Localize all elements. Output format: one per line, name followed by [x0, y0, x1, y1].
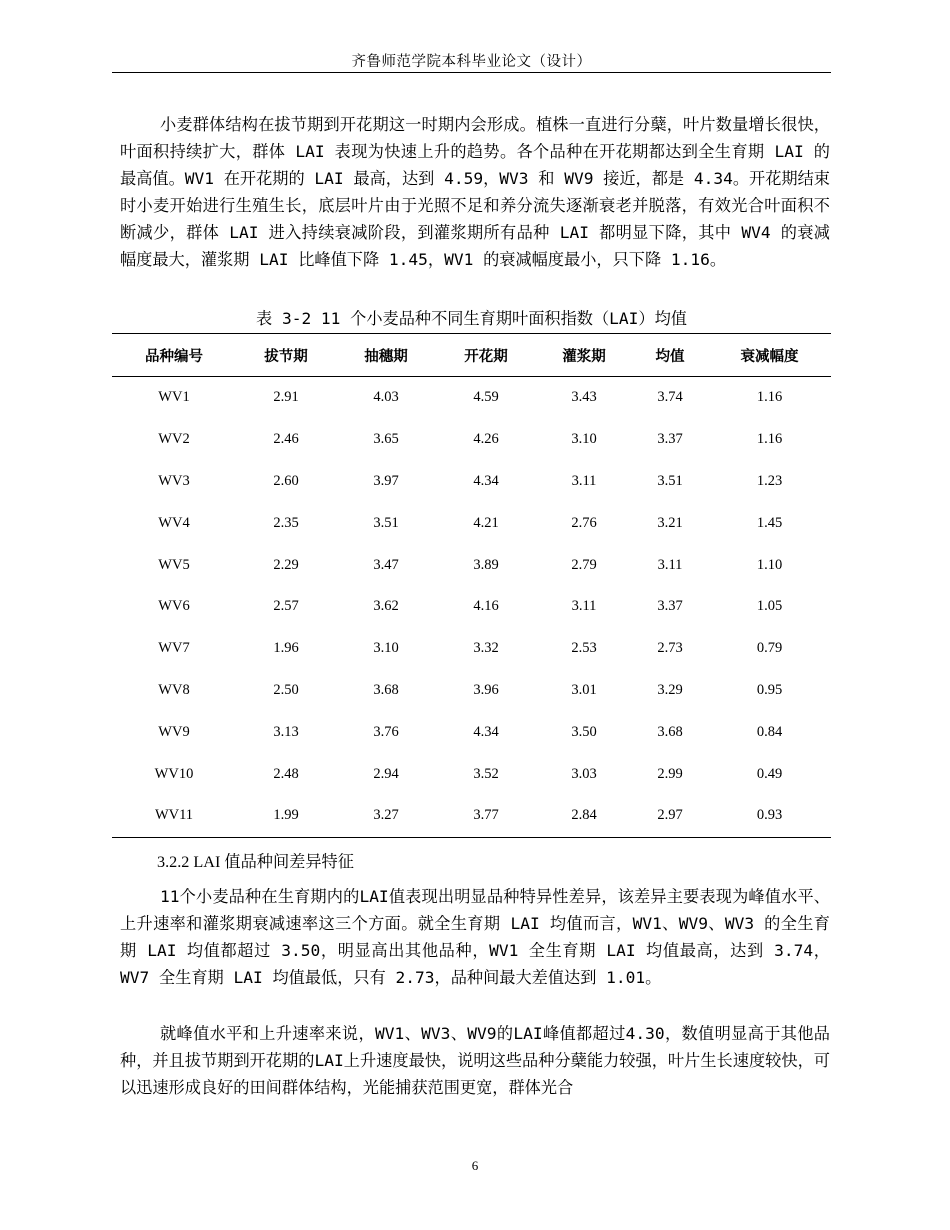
table-cell: 2.50: [273, 681, 299, 698]
table-cell: 3.27: [336, 795, 436, 837]
table-cell: 3.11: [571, 472, 597, 489]
table-cell: WV6: [158, 598, 190, 615]
table-cell: 2.99: [657, 765, 683, 782]
table-cell: WV3: [158, 472, 190, 489]
table-cell: WV8: [158, 681, 190, 698]
col-header-heading: 抽穗期: [336, 334, 436, 377]
table-cell: WV5: [158, 556, 190, 573]
table-cell: 1.45: [756, 514, 783, 531]
running-header: 齐鲁师范学院本科毕业论文（设计）: [351, 54, 592, 70]
col-header-flowering: 开花期: [436, 334, 536, 377]
table-cell: 3.62: [373, 598, 399, 615]
table-cell: 0.93: [708, 795, 831, 837]
page-number: 6: [471, 1158, 479, 1173]
table-cell: WV4: [158, 514, 190, 531]
table-cell: 2.53: [571, 640, 597, 657]
table-cell: 0.95: [756, 681, 783, 698]
table-cell: 3.68: [657, 723, 683, 740]
table-cell: 1.16: [756, 431, 783, 448]
section-heading: 3.2.2 LAI 值品种间差异特征: [157, 853, 354, 871]
table-cell: WV9: [158, 723, 190, 740]
table-cell: 2.57: [273, 598, 299, 615]
table-cell: 3.01: [571, 681, 597, 698]
body-paragraph-3: 就峰值水平和上升速率来说，WV1、WV3、WV9的LAI峰值都超过4.30，数值明显高于其他品种，并且拔节期到开花期的LAI上升速度最快，说明这些品种分蘖能力较强，叶片生长速度较快，可以迅速形成良好的田间群体结构，光能捕获范围更宽，群体光合: [120, 1024, 830, 1097]
table-cell: 3.77: [436, 795, 536, 837]
table-cell: 1.10: [756, 556, 783, 573]
table-cell: 2.29: [273, 556, 299, 573]
lai-table: [112, 333, 831, 838]
table-cell: 2.84: [536, 795, 632, 837]
table-cell: 0.84: [756, 723, 783, 740]
table-cell: 0.49: [756, 765, 783, 782]
table-cell: 4.03: [373, 389, 399, 406]
table-cell: 4.21: [473, 514, 499, 531]
table-body: [112, 377, 831, 838]
table-row: [112, 544, 831, 586]
table-row: [112, 795, 831, 837]
table-cell: WV2: [158, 431, 190, 448]
table-cell: WV11: [112, 795, 236, 837]
table-row: [112, 586, 831, 628]
table-cell: 2.76: [571, 514, 597, 531]
table-cell: 2.35: [273, 514, 299, 531]
table-cell: 4.16: [473, 598, 499, 615]
table-cell: 3.32: [473, 640, 499, 657]
table-cell: 3.21: [657, 514, 683, 531]
table-cell: WV7: [158, 640, 190, 657]
table-cell: 3.51: [657, 472, 683, 489]
table-cell: WV10: [154, 765, 194, 782]
table-cell: 4.59: [473, 389, 499, 406]
table-row: [112, 377, 831, 419]
table-header-row: [112, 334, 831, 377]
table-row: [112, 461, 831, 503]
table-cell: 2.94: [373, 765, 399, 782]
col-header-jointing: 拔节期: [236, 334, 336, 377]
table-row: [112, 628, 831, 670]
table-cell: 1.05: [756, 598, 783, 615]
table-cell: WV1: [158, 389, 190, 406]
col-header-mean: 均值: [632, 334, 708, 377]
table-cell: 3.76: [373, 723, 399, 740]
table-cell: 1.23: [756, 472, 783, 489]
table-cell: 3.68: [373, 681, 399, 698]
table-cell: 3.03: [571, 765, 597, 782]
table-cell: 3.13: [273, 723, 299, 740]
table-cell: 3.10: [373, 640, 399, 657]
table-cell: 2.79: [571, 556, 597, 573]
table-cell: 1.96: [273, 640, 299, 657]
table-cell: 2.46: [273, 431, 299, 448]
table-cell: 3.89: [473, 556, 499, 573]
table-row: [112, 670, 831, 712]
table-cell: 2.91: [273, 389, 299, 406]
table-cell: 3.65: [373, 431, 399, 448]
table-cell: 0.79: [756, 640, 783, 657]
table-row: [112, 753, 831, 795]
body-paragraph-2: 11个小麦品种在生育期内的LAI值表现出明显品种特异性差异，该差异主要表现为峰值水平、上升速率和灌浆期衰减速率这三个方面。就全生育期 LAI 均值而言，WV1、WV9、WV3 的全生育期 LAI 均值都超过 3.50，明显高出其他品种，WV1 全生育期 LAI 均值最高，达到 3.74，WV7 全生育期 LAI 均值最低，只有 2.73，品种间最大差值达到 1.01。: [120, 887, 830, 987]
table-cell: 3.96: [473, 681, 499, 698]
table-cell: 3.37: [657, 598, 683, 615]
col-header-variety: 品种编号: [112, 334, 236, 377]
header-rule: [112, 72, 831, 73]
table-caption: 表 3-2 11 个小麦品种不同生育期叶面积指数（LAI）均值: [256, 309, 687, 328]
table-row: [112, 502, 831, 544]
table-cell: 3.11: [657, 556, 683, 573]
table-cell: 3.11: [571, 598, 597, 615]
table-cell: 3.50: [571, 723, 597, 740]
col-header-filling: 灌浆期: [536, 334, 632, 377]
body-paragraph-1: 小麦群体结构在拔节期到开花期这一时期内会形成。植株一直进行分蘖，叶片数量增长很快，叶面积持续扩大，群体 LAI 表现为快速上升的趋势。各个品种在开花期都达到全生育期 LAI 的最高值。WV1 在开花期的 LAI 最高，达到 4.59，WV3 和 WV9 接近，都是 4.34。开花期结束时小麦开始进行生殖生长，底层叶片由于光照不足和养分流失逐渐衰老并脱落，有效光合叶面积不断减少，群体 LAI 进入持续衰减阶段，到灌浆期所有品种 LAI 都明显下降，其中 WV4 的衰减幅度最大，灌浆期 LAI 比峰值下降 1.45，WV1 的衰减幅度最小，只下降 1.16。: [120, 115, 830, 269]
table-cell: 3.37: [657, 431, 683, 448]
table-cell: 4.34: [473, 723, 499, 740]
table-cell: 3.47: [373, 556, 399, 573]
table-cell: 4.26: [473, 431, 499, 448]
table-cell: 3.43: [571, 389, 597, 406]
table-cell: 1.16: [756, 389, 783, 406]
table-cell: 3.10: [571, 431, 597, 448]
table-cell: 3.74: [657, 389, 683, 406]
table-row: [112, 711, 831, 753]
table-cell: 1.99: [236, 795, 336, 837]
table-cell: 3.29: [657, 681, 683, 698]
table-cell: 2.60: [273, 472, 299, 489]
table-cell: 3.97: [373, 472, 399, 489]
table-cell: 4.34: [473, 472, 499, 489]
table-cell: 3.52: [473, 765, 499, 782]
table-cell: 2.97: [632, 795, 708, 837]
table-cell: 2.48: [273, 765, 299, 782]
table-cell: 3.51: [373, 514, 399, 531]
table-row: [112, 419, 831, 461]
table-cell: 2.73: [657, 640, 683, 657]
col-header-decline: 衰减幅度: [708, 334, 831, 377]
